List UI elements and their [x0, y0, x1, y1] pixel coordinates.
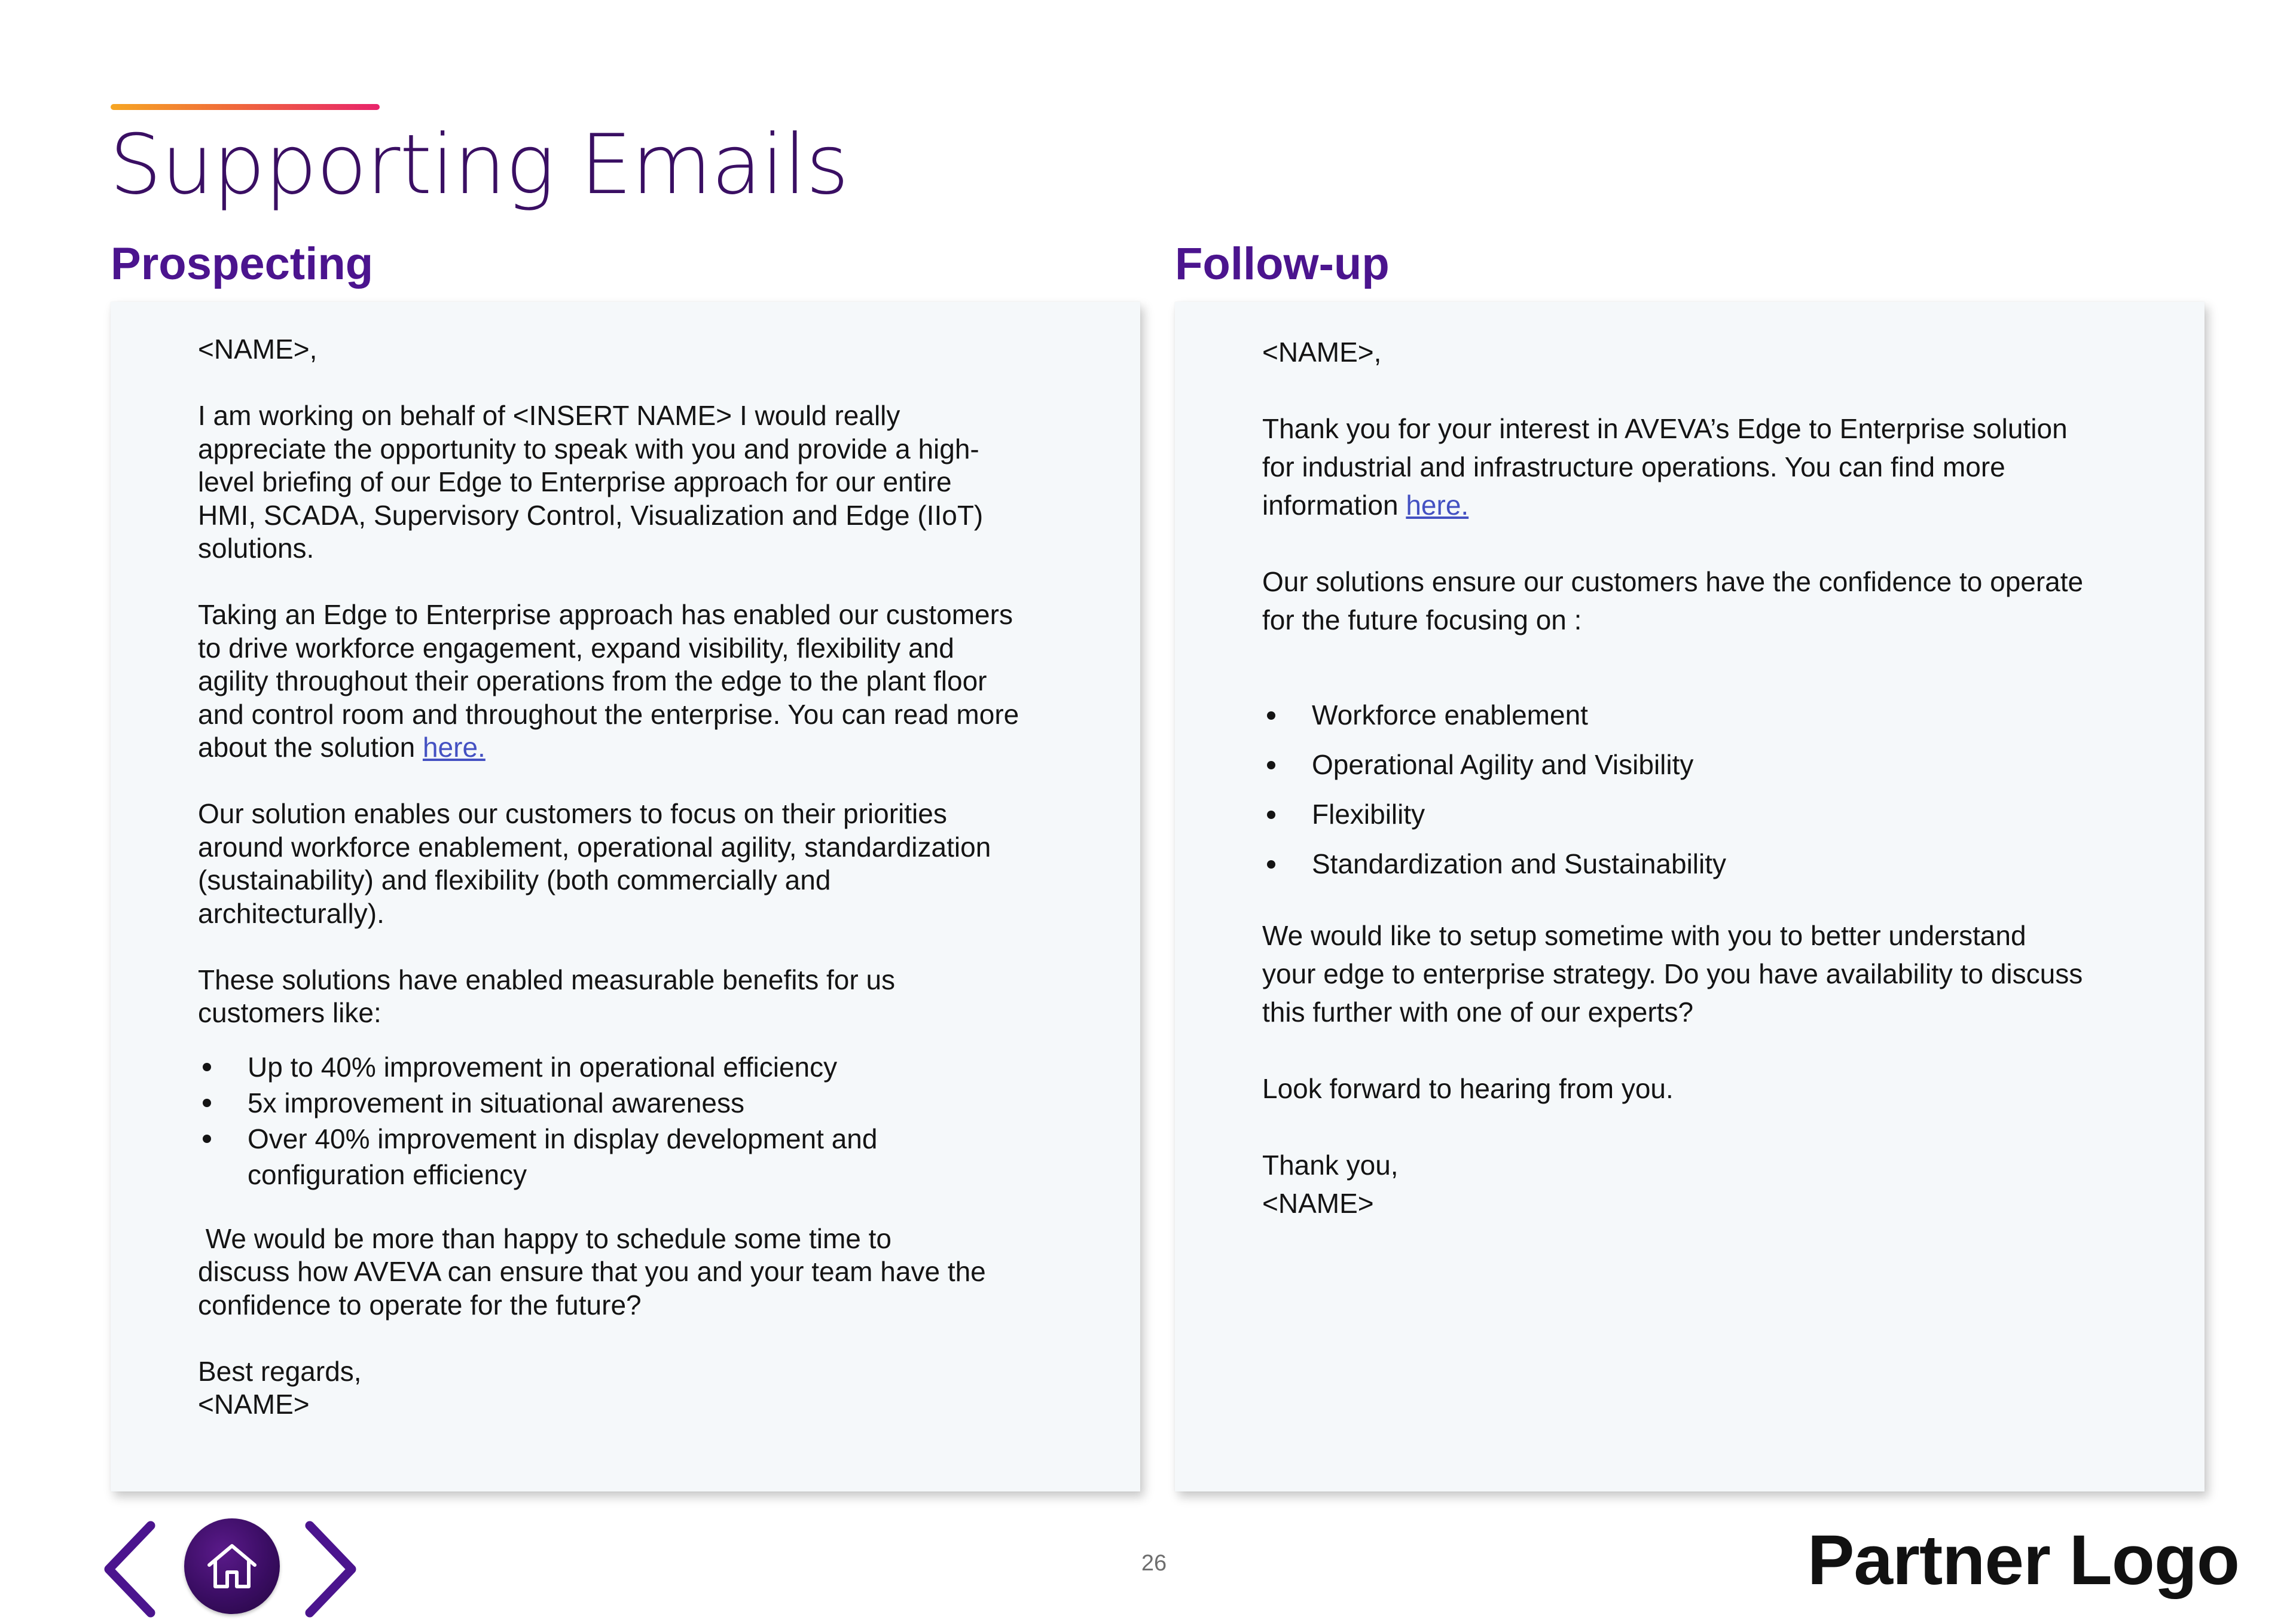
- paragraph-line: for the future focusing on :: [1262, 604, 1582, 635]
- page-number: 26: [1141, 1551, 1167, 1576]
- bullet-icon: [203, 1063, 211, 1071]
- solution-link[interactable]: here.: [422, 732, 486, 763]
- bullet-icon: [203, 1135, 211, 1143]
- paragraph-line: Our solutions ensure our customers have the confidence to operate: [1262, 566, 2084, 597]
- partner-logo: Partner Logo: [1807, 1521, 2239, 1600]
- paragraph-line: We would like to setup sometime with you to better understand: [1262, 920, 2026, 951]
- paragraph-line: for industrial and infrastructure operations. You can find more: [1262, 451, 2005, 482]
- bullet-icon: [1267, 711, 1275, 720]
- paragraph-line: confidence to operate for the future?: [198, 1289, 642, 1321]
- list-item: Flexibility: [1262, 790, 2153, 839]
- list-item-continuation: configuration efficiency: [248, 1159, 527, 1190]
- paragraph-line: HMI, SCADA, Supervisory Control, Visualization and Edge (IIoT): [198, 499, 984, 531]
- paragraph-line: appreciate the opportunity to speak with you and provide a high-: [198, 433, 979, 464]
- paragraph-line: Taking an Edge to Enterprise approach has enabled our customers: [198, 599, 1013, 630]
- focus-list: [1262, 690, 2153, 889]
- paragraph-line: Thank you for your interest in AVEVA’s Edge to Enterprise solution: [1262, 413, 2068, 444]
- bullet-icon: [203, 1099, 211, 1107]
- list-item: Operational Agility and Visibility: [1262, 740, 2153, 790]
- followup-email-card: [1175, 302, 2205, 1491]
- paragraph-line: (sustainability) and flexibility (both commercially and: [198, 864, 831, 895]
- paragraph-line: [198, 731, 1083, 765]
- paragraph-text: information: [1262, 490, 1406, 521]
- followup-email-body: [1262, 333, 2153, 1222]
- paragraph-line: level briefing of our Edge to Enterprise approach for our entire: [198, 466, 952, 497]
- followup-heading: Follow-up: [1175, 239, 1390, 289]
- chevron-left-icon: [96, 1518, 167, 1620]
- closing: Best regards,: [198, 1355, 362, 1387]
- paragraph-line: I am working on behalf of <INSERT NAME> I would really: [198, 400, 900, 431]
- chevron-right-icon: [293, 1518, 365, 1620]
- paragraph-line: discuss how AVEVA can ensure that you and your team have the: [198, 1256, 986, 1287]
- list-item: 5x improvement in situational awareness: [198, 1085, 1083, 1121]
- prospecting-email-body: [198, 333, 1083, 1422]
- paragraph-line: customers like:: [198, 997, 381, 1028]
- paragraph-line: this further with one of our experts?: [1262, 997, 1694, 1028]
- paragraph-line: [1262, 486, 2153, 524]
- paragraph-line: around workforce enablement, operational agility, standardization: [198, 831, 991, 863]
- list-item: Up to 40% improvement in operational efficiency: [198, 1049, 1083, 1085]
- bullet-icon: [1267, 761, 1275, 769]
- bullet-icon: [1267, 860, 1275, 869]
- home-button[interactable]: [184, 1518, 280, 1614]
- benefits-list: [198, 1049, 1083, 1193]
- signature: <NAME>: [1262, 1188, 1374, 1219]
- paragraph-line: Our solution enables our customers to focus on their priorities: [198, 798, 947, 829]
- paragraph-text: about the solution: [198, 732, 423, 763]
- paragraph-line: to drive workforce engagement, expand visibility, flexibility and: [198, 632, 954, 664]
- closing: Thank you,: [1262, 1150, 1399, 1181]
- signature: <NAME>: [198, 1389, 310, 1420]
- list-item: Over 40% improvement in display development and: [198, 1121, 1083, 1157]
- prospecting-heading: Prospecting: [111, 239, 374, 289]
- paragraph-line: architecturally).: [198, 897, 384, 929]
- previous-page-button[interactable]: [96, 1518, 167, 1620]
- paragraph-line: solutions.: [198, 533, 315, 564]
- paragraph-line: Look forward to hearing from you.: [1262, 1073, 1674, 1104]
- page-title: Supporting Emails: [109, 117, 848, 213]
- greeting: <NAME>,: [198, 334, 317, 365]
- next-page-button[interactable]: [293, 1518, 365, 1620]
- home-icon: [206, 1541, 258, 1591]
- paragraph-line: These solutions have enabled measurable benefits for us: [198, 964, 896, 995]
- info-link[interactable]: here.: [1406, 490, 1469, 521]
- list-item: Standardization and Sustainability: [1262, 839, 2153, 889]
- title-accent-line: [111, 104, 380, 110]
- list-item: Workforce enablement: [1262, 690, 2153, 740]
- greeting: <NAME>,: [1262, 337, 1382, 368]
- prospecting-email-card: [111, 302, 1140, 1491]
- paragraph-line: and control room and throughout the enterprise. You can read more: [198, 698, 1019, 730]
- paragraph-line: your edge to enterprise strategy. Do you have availability to discuss: [1262, 958, 2083, 989]
- paragraph-line: agility throughout their operations from the edge to the plant floor: [198, 665, 987, 696]
- paragraph-line: We would be more than happy to schedule some time to: [198, 1222, 892, 1254]
- bullet-icon: [1267, 811, 1275, 819]
